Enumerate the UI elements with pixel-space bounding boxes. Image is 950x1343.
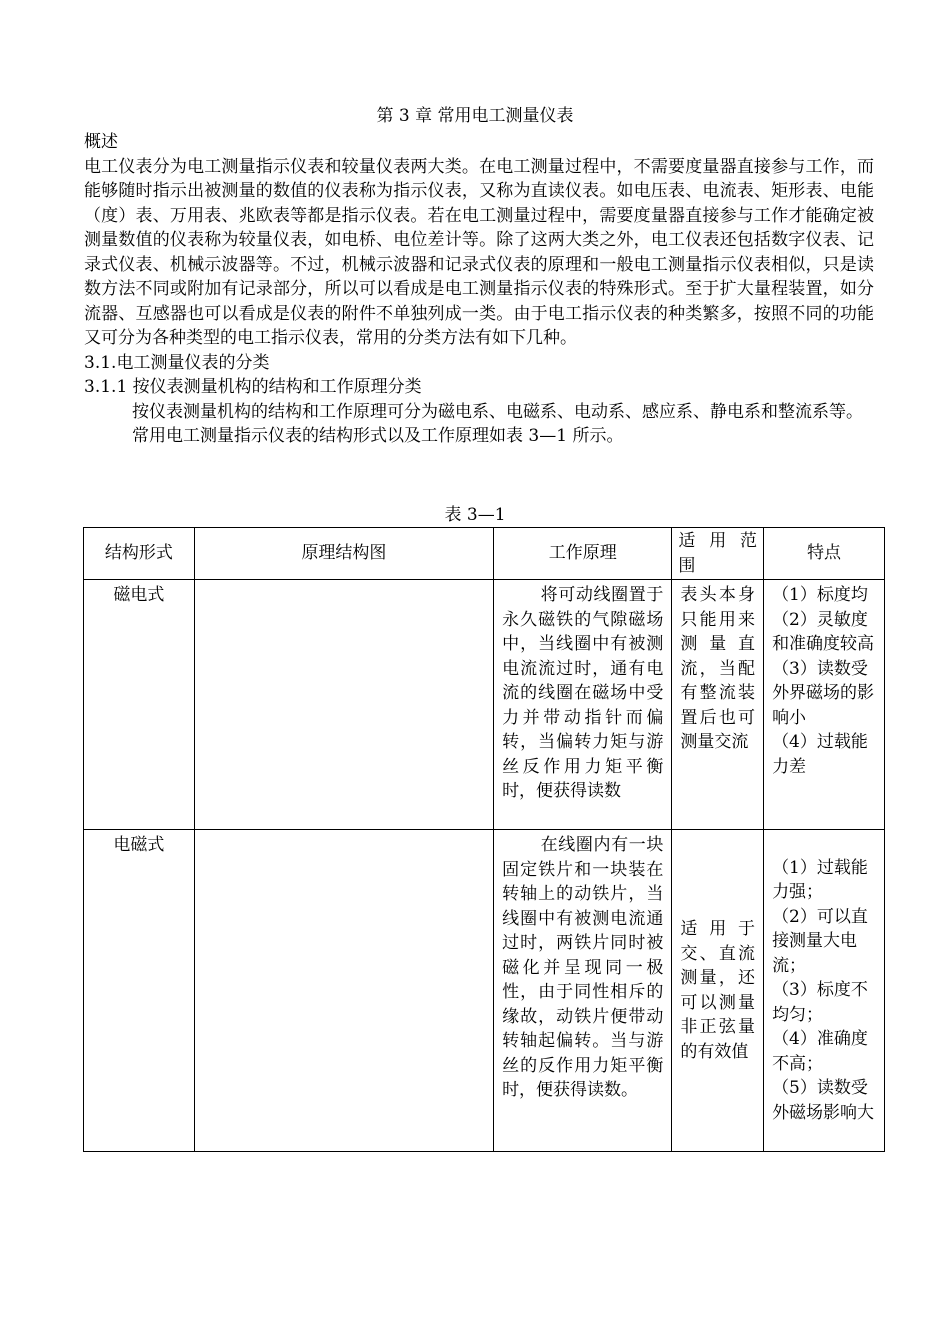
feature-item: （3）标度不均匀； [772,980,868,1025]
header-features: 特点 [764,528,885,580]
feature-item: （2）可以直接测量大电流； [772,906,868,976]
overview-heading: 概述 [84,132,118,152]
principle-cell: 在线圈内有一块固定铁片和一块装在转轴上的动铁片，当线圈中有被测电流通过时，两铁片同时被磁化并呈现同一极性，由于同性相斥的缘故，动铁片便带动转轴起偏转。当与游丝的反作用力矩平衡时，便获得读数。 [494,830,672,1152]
feature-item: （2）灵敏度和准确度较高 [772,609,875,654]
header-principle: 工作原理 [494,528,672,580]
feature-item: （3）读数受外界磁场的影响小 [772,658,875,728]
section-heading-3-1-1: 3.1.1 按仪表测量机构的结构和工作原理分类 [84,377,422,397]
feature-item: （1）标度均 [772,585,868,605]
chapter-title: 第 3 章 常用电工测量仪表 [376,106,574,126]
features-cell [764,580,885,830]
features-cell [764,830,885,1152]
row-type-cell: 电磁式 [84,830,195,1152]
row-type-cell: 磁电式 [84,580,195,830]
classification-paragraph: 按仪表测量机构的结构和工作原理可分为磁电系、电磁系、电动系、感应系、静电系和整流系等。 [132,401,863,422]
table-caption: 表 3—1 [444,505,506,525]
table-row [84,580,885,830]
header-structure-form: 结构形式 [84,528,195,580]
scope-cell: 适用于交、直流测量，还可以测量非正弦量的有效值 [672,830,764,1152]
section-heading-3-1: 3.1.电工测量仪表的分类 [84,352,270,373]
feature-item: （4）准确度不高； [772,1029,868,1074]
diagram-cell [194,580,493,830]
header-diagram: 原理结构图 [194,528,493,580]
table-row [84,830,885,1152]
instrument-table [83,527,885,1152]
table-intro-paragraph: 常用电工测量指示仪表的结构形式以及工作原理如表 3—1 所示。 [132,426,624,446]
table-header-row [84,528,885,580]
feature-item: （4）过载能力差 [772,732,868,777]
header-scope: 适 用 范 围 [672,528,764,580]
feature-item: （5）读数受外磁场影响大 [772,1078,875,1123]
feature-item: （1）过载能力强； [772,857,868,903]
intro-block [84,130,874,449]
scope-cell: 表头本身只能用来测量直流，当配有整流装置后也可测量交流 [672,580,764,830]
diagram-cell [194,830,493,1152]
principle-cell: 将可动线圈置于永久磁铁的气隙磁场中，当线圈中有被测电流流过时，通有电流的线圈在磁场中受力并带动指针而偏转，当偏转力矩与游丝反作用力矩平衡时，便获得读数 [494,580,672,830]
overview-paragraph: 电工仪表分为电工测量指示仪表和较量仪表两大类。在电工测量过程中，不需要度量器直接参与工作，而能够随时指示出被测量的数值的仪表称为指示仪表，又称为直读仪表。如电压表、电流表、矩形表、电能（度）表、万用表、兆欧表等都是指示仪表。若在电工测量过程中，需要度量器直接参与工作才能确定被测量数值的仪表称为较量仪表，如电桥、电位差计等。除了这两大类之外，电工仪表还包括数字仪表、记录式仪表、机械示波器等。不过，机械示波器和记录式仪表的原理和一般电工测量指示仪表相似，只是读数方法不同或附加有记录部分，所以可以看成是电工测量指示仪表的特殊形式。至于扩大量程装置，如分流器、互感器也可以看成是仪表的附件不单独列成一类。由于电工指示仪表的种类繁多，按照不同的功能又可分为各种类型的电工指示仪表，常用的分类方法有如下几种。 [84,156,874,348]
